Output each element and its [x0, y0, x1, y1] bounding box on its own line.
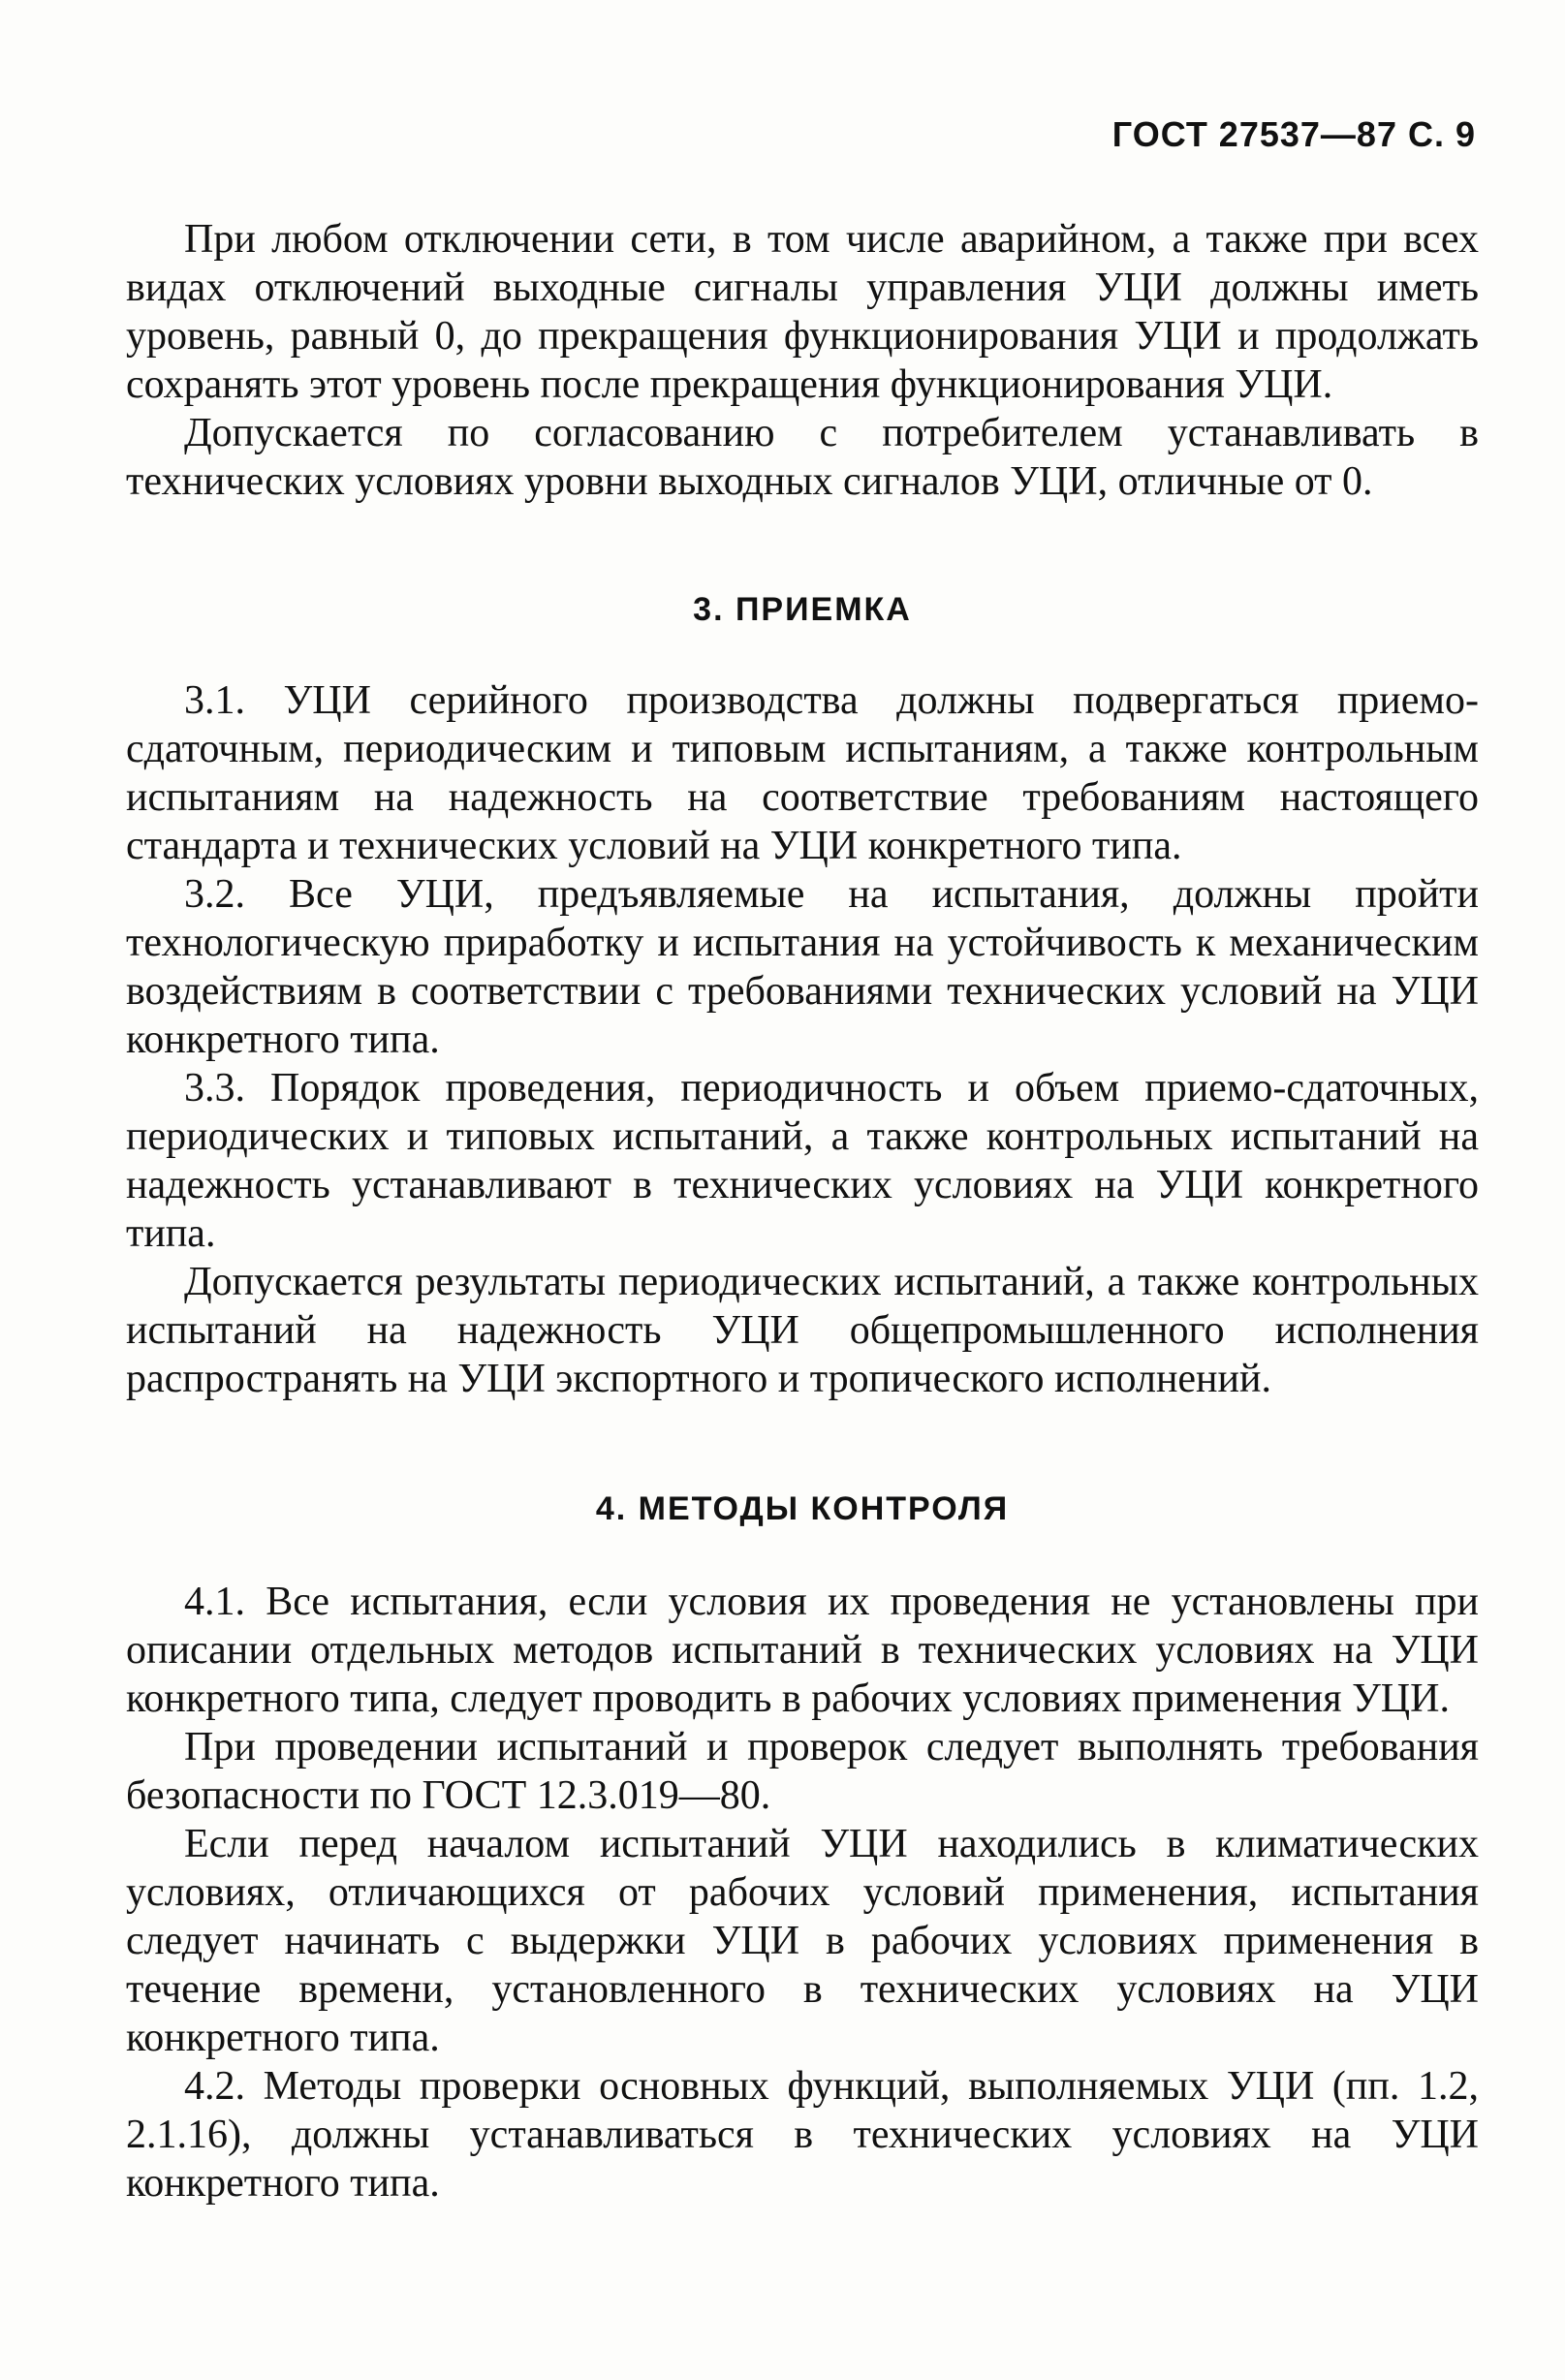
section-heading-4: 4. МЕТОДЫ КОНТРОЛЯ: [595, 1490, 1010, 1527]
paragraph: 3.1. УЦИ серийного производства должны подвергаться приемо-сдаточным, периодическим и типовым испытаниям, а также контрольным испытаниям на надежность на соответствие требованиям настоящего стандарта и технических условий на УЦИ конкретного типа.: [126, 678, 1479, 868]
paragraph: При любом отключении сети, в том числе аварийном, а также при всех видах отключений выходные сигналы управления УЦИ должны иметь уровень, равный 0, до прекращения функционирования УЦИ и продолжать сохранять этот уровень после прекращения функционирования УЦИ.: [126, 217, 1479, 407]
document-body: [126, 215, 1479, 2208]
paragraph: 4.1. Все испытания, если условия их проведения не установлены при описании отдельных методов испытаний в технических условиях на УЦИ конкретного типа, следует проводить в рабочих условиях применения УЦИ.: [126, 1580, 1479, 1721]
page-header: ГОСТ 27537—87 С. 9: [1111, 114, 1476, 154]
paragraph: 3.2. Все УЦИ, предъявляемые на испытания, должны пройти технологическую приработку и испытания на устойчивость к механическим воздействиям в соответствии с требованиями технических условий на УЦИ конкретного типа.: [126, 872, 1479, 1062]
paragraph: Допускается по согласованию с потребителем устанавливать в технических условиях уровни выходных сигналов УЦИ, отличные от 0.: [126, 411, 1479, 504]
paragraph: При проведении испытаний и проверок следует выполнять требования безопасности по ГОСТ 12.3.019—80.: [126, 1725, 1479, 1818]
paragraph: 3.3. Порядок проведения, периодичность и объем приемо-сдаточных, периодических и типовых испытаний, а также контрольных испытаний на надежность устанавливают в технических условиях на УЦИ конкретного типа.: [126, 1066, 1479, 1256]
paragraph: Допускается результаты периодических испытаний, а также контрольных испытаний на надежность УЦИ общепромышленного исполнения распространять на УЦИ экспортного и тропического исполнений.: [126, 1260, 1479, 1401]
section-heading-3: 3. ПРИЕМКА: [693, 591, 912, 628]
paragraph: Если перед началом испытаний УЦИ находились в климатических условиях, отличающихся от рабочих условий применения, испытания следует начинать с выдержки УЦИ в рабочих условиях применения в течение времени, установленного в технических условиях на УЦИ конкретного типа.: [126, 1822, 1479, 2060]
paragraph: 4.2. Методы проверки основных функций, выполняемых УЦИ (пп. 1.2, 2.1.16), должны устанавливаться в технических условиях на УЦИ конкретного типа.: [126, 2064, 1479, 2206]
